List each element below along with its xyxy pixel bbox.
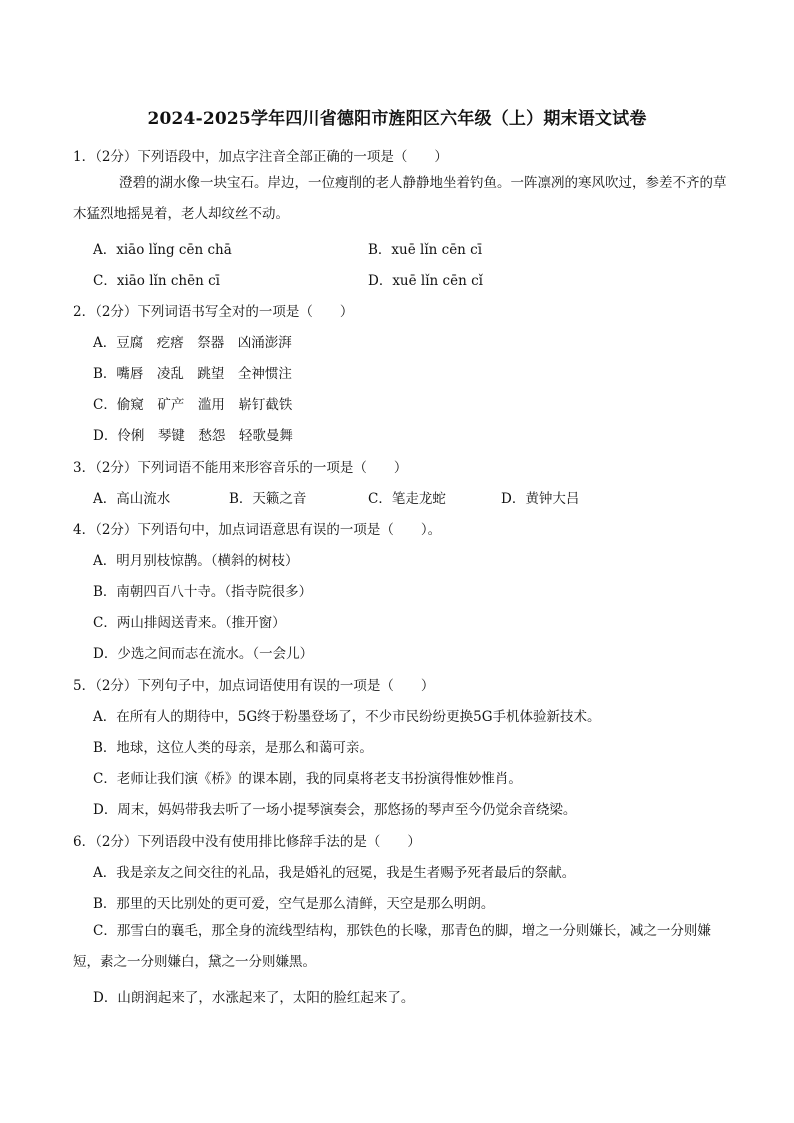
question-2-option-a: A．豆腐 疙瘩 祭器 凶涌澎湃	[93, 335, 292, 351]
question-5-option-c: C．老师让我们演《桥》的课本剧，我的同桌将老支书扮演得惟妙惟肖。	[93, 771, 522, 787]
question-2-option-b: B．嘴唇 凌乱 跳望 全神惯注	[93, 366, 292, 382]
question-4-option-d: D．少选之间而志在流水。（一会儿）	[93, 646, 314, 662]
question-5-option-a: A．在所有人的期待中，5G终于粉墨登场了，不少市民纷纷更换5G手机体验新技术。	[93, 709, 601, 725]
question-5-stem: 5．（2分）下列句子中，加点词语使用有误的一项是（ ）	[73, 678, 435, 694]
question-2-option-c: C．偷窥 矿产 滥用 崭钉截铁	[93, 397, 293, 413]
question-1-stem: 1．（2分）下列语段中，加点字注音全部正确的一项是（ ）	[73, 149, 448, 165]
question-4-option-b: B．南朝四百八十寺。（指寺院很多）	[93, 584, 313, 600]
question-5-option-b: B．地球，这位人类的母亲，是那么和蔼可亲。	[93, 740, 373, 756]
question-6-stem: 6．（2分）下列语段中没有使用排比修辞手法的是（ ）	[73, 834, 421, 850]
question-1-option-d: D．xuē lǐn cēn cǐ	[368, 273, 483, 289]
question-1-option-b: B．xuē lǐn cēn cī	[368, 242, 483, 258]
question-6-option-c: C．那雪白的襄毛，那全身的流线型结构，那铁色的长喙，那青色的脚，增之一分则嫌长，减之一分则嫌短，素之一分则嫌白，黛之一分则嫌黑。	[73, 923, 711, 970]
question-3-option-d: D．黄钟大吕	[501, 491, 580, 507]
question-4-option-a: A．明月别枝惊鹊。（横斜的树枝）	[93, 553, 299, 569]
question-3-stem: 3．（2分）下列词语不能用来形容音乐的一项是（ ）	[73, 460, 408, 476]
question-3-option-a: A．高山流水	[93, 491, 171, 507]
question-6-option-d: D．山朗润起来了，水涨起来了，太阳的脸红起来了。	[93, 990, 415, 1006]
question-6-option-b: B．那里的天比别处的更可爱，空气是那么清鲜，天空是那么明朗。	[93, 896, 495, 912]
question-2-stem: 2．（2分）下列词语书写全对的一项是（ ）	[73, 304, 354, 320]
question-2-option-d: D．伶俐 琴键 愁怨 轻歌曼舞	[93, 428, 293, 444]
question-3-option-b: B．天籁之音	[229, 491, 307, 507]
question-1-passage: 澄碧的湖水像一块宝石。岸边，一位瘦削的老人静静地坐着钓鱼。一阵凛冽的寒风吹过，参差不齐的草木猛烈地摇晃着，老人却纹丝不动。	[73, 175, 727, 222]
question-4-option-c: C．两山排闼送青来。（推开窗）	[93, 615, 286, 631]
question-5-option-d: D．周末，妈妈带我去听了一场小提琴演奏会，那悠扬的琴声至今仍觉余音绕梁。	[93, 802, 577, 818]
exam-title: 2024-2025学年四川省德阳市旌阳区六年级（上）期末语文试卷	[147, 109, 647, 129]
question-6-option-a: A．我是亲友之间交往的礼品，我是婚礼的冠冕，我是生者赐予死者最后的祭献。	[93, 865, 576, 881]
question-4-stem: 4．（2分）下列语句中，加点词语意思有误的一项是（ ）。	[73, 522, 442, 538]
question-3-option-c: C．笔走龙蛇	[368, 491, 446, 507]
question-1-option-c: C．xiāo lǐn chēn cī	[93, 273, 220, 289]
question-1-option-a: A．xiāo lǐng cēn chā	[93, 242, 232, 258]
